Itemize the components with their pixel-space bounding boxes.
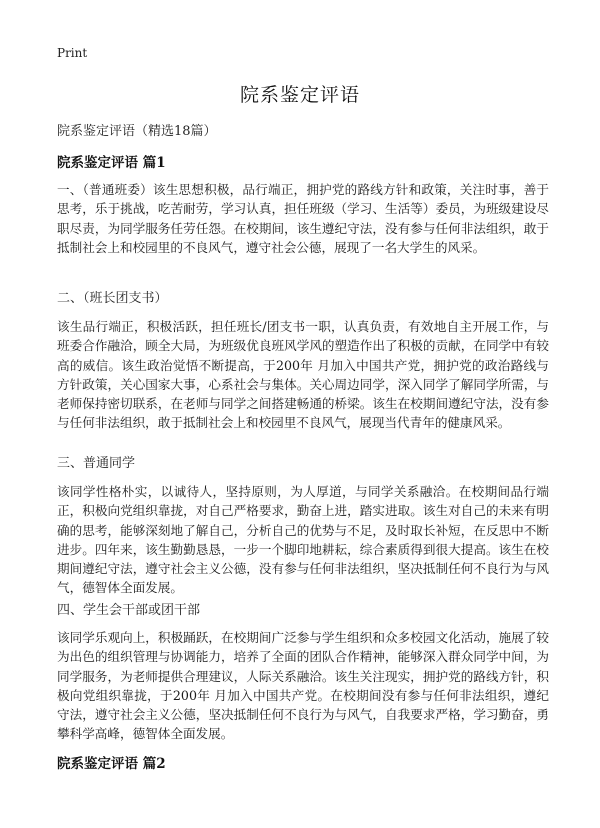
paragraph-student-union: 该同学乐观向上，积极踊跃，在校期间广泛参与学生组织和众多校园文化活动，施展了较为出色的组织管理与协调能力，培养了全面的团队合作精神，能够深入群众同学中间，为同学服务，为老师提供合理建议，人际关系融洽。该生关注现实，拥护党的路线方针，积极向党组织靠拢，于200年 月加入中国共产党。在校期间没有参与任何非法组织，遵纪守法，遵守社会主义公德，坚决抵制任何不良行为与风气，自我要求严格，学习勤奋，勇攀科学高峰，德智体全面发展。 [57, 630, 549, 742]
paragraph-ordinary-committee: 一、（普通班委）该生思想积极，品行端正，拥护党的路线方针和政策，关注时事，善于思考，乐于挑战，吃苦耐劳，学习认真，担任班级（学习、生活等）委员，为班级建设尽职尽责，为同学服务任劳任怨。在校期间，该生遵纪守法，没有参与任何非法组织，敢于抵制社会上和校园里的不良风气，遵守社会公德，展现了一名大学生的风采。 [57, 182, 549, 255]
document-title: 院系鉴定评语 [239, 84, 360, 106]
document-subtitle: 院系鉴定评语（精选18篇） [57, 124, 217, 139]
section-heading-2: 院系鉴定评语 篇2 [57, 756, 166, 772]
paragraph-ordinary-student: 该同学性格朴实，以诚待人，坚持原则，为人厚道，与同学关系融洽。在校期间品行端正，积极向党组织靠拢，对自己严格要求，勤奋上进，踏实进取。该生对自己的未来有明确的思考，能够深刻地了解自己，分析自己的优势与不足，及时取长补短，在反思中不断进步。四年来，该生勤勤恳恳，一步一个脚印地耕耘，综合素质得到很大提高。该生在校期间遵纪守法，遵守社会主义公德，没有参与任何非法组织，坚决抵制任何不良行为与风气，德智体全面发展。 [57, 484, 549, 596]
subheading-ordinary-student: 三、普通同学 [57, 456, 136, 471]
subheading-monitor: 二、（班长团支书） [57, 291, 168, 306]
paragraph-monitor: 该生品行端正，积极活跃，担任班长/团支书一职，认真负责，有效地自主开展工作，与班委合作融洽，顾全大局，为班级优良班风学风的塑造作出了积极的贡献，在同学中有较高的威信。该生政治觉悟不断提高，于200年 月加入中国共产党，拥护党的政治路线与方针政策，关心国家大事，心系社会与集体。关心周边同学，深入同学了解同学所需，与老师保持密切联系，在老师与同学之间搭建畅通的桥梁。该生在校期间遵纪守法，没有参与任何非法组织，敢于抵制社会上和校园里不良风气，展现当代青年的健康风采。 [57, 319, 549, 431]
print-link[interactable]: Print [57, 46, 88, 60]
subheading-student-union: 四、学生会干部或团干部 [57, 603, 201, 618]
section-heading-1: 院系鉴定评语 篇1 [57, 155, 166, 171]
